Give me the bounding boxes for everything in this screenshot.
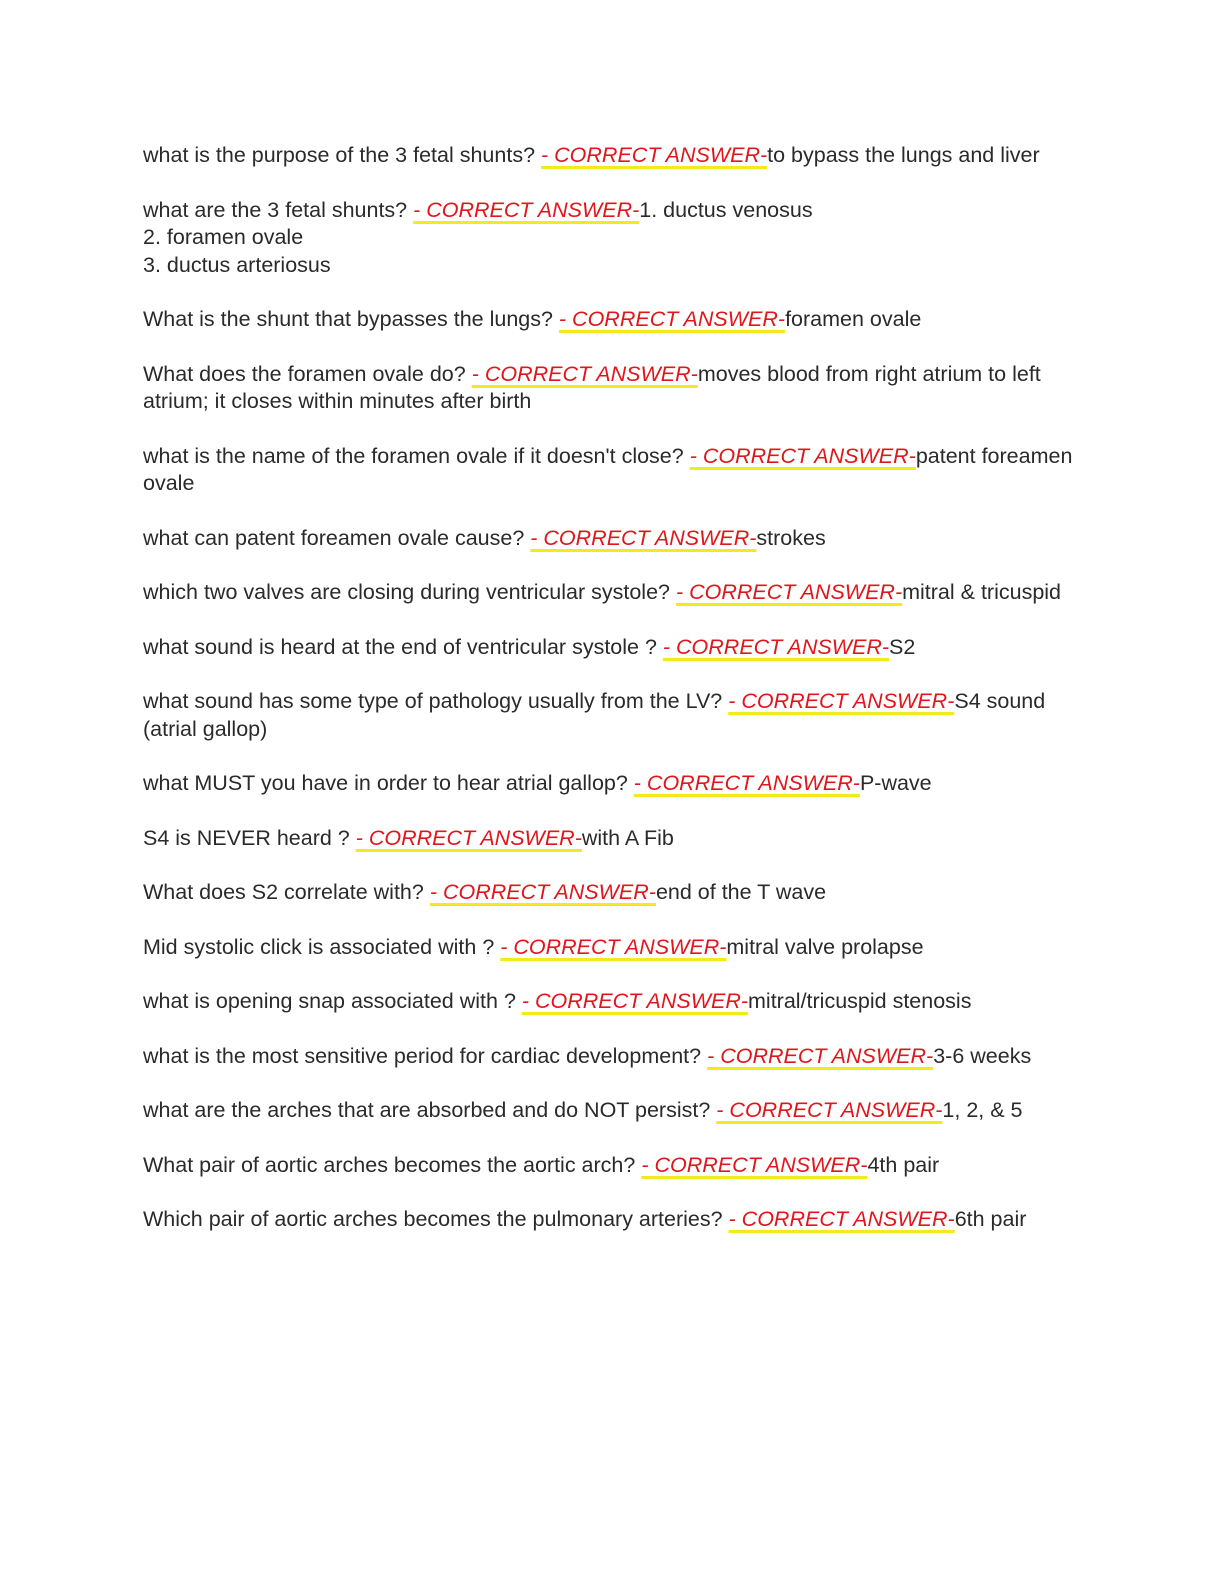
qa-item [143,142,1073,170]
correct-answer-marker: - CORRECT ANSWER- [728,689,955,713]
question-text: what is the name of the foramen ovale if it doesn't close? [143,443,690,468]
answer-text: patent foreamen ovale [143,443,1073,495]
answer-text: P-wave [859,771,932,795]
question-text: What does S2 correlate with? [143,880,430,904]
answer-text: mitral valve prolapse [726,934,924,959]
qa-list [143,142,1073,1261]
answer-text: mitral/tricuspid stenosis [748,989,972,1013]
question-text: S4 is NEVER heard ? [143,825,356,850]
qa-item [143,525,1073,553]
qa-item [143,1097,1073,1125]
question-text: what are the 3 fetal shunts? [143,197,414,222]
answer-text: S4 sound (atrial gallop) [143,689,1046,741]
answer-text: 3-6 weeks [933,1043,1032,1068]
qa-item [143,988,1073,1016]
correct-answer-marker: - CORRECT ANSWER- [355,825,582,850]
qa-item [143,443,1073,498]
correct-answer-marker: - CORRECT ANSWER- [530,525,757,550]
answer-text: 6th pair [954,1207,1027,1231]
question-text: what sound has some type of pathology usually from the LV? [143,689,729,713]
correct-answer-marker: - CORRECT ANSWER- [500,934,727,959]
qa-item [143,688,1073,743]
correct-answer-marker: - CORRECT ANSWER- [662,634,890,659]
question-text: Mid systolic click is associated with ? [143,934,501,959]
qa-item [143,579,1073,607]
question-text: what is the most sensitive period for cardiac development? [143,1043,708,1068]
answer-text: with A Fib [581,825,674,850]
question-text: What is the shunt that bypasses the lungs? [143,307,559,331]
question-text: What pair of aortic arches becomes the aortic arch? [143,1152,642,1177]
question-text: which two valves are closing during ventricular systole? [143,580,676,604]
answer-text: end of the T wave [655,880,827,904]
qa-item [143,825,1073,853]
correct-answer-marker: - CORRECT ANSWER- [471,361,698,386]
qa-item [143,634,1073,662]
correct-answer-marker: - CORRECT ANSWER- [521,989,749,1013]
question-text: what are the arches that are absorbed and do NOT persist? [143,1098,717,1122]
correct-answer-marker: - CORRECT ANSWER- [633,771,860,795]
answer-text: moves blood from right atrium to left atrium; it closes within minutes after birth [143,361,1041,413]
correct-answer-marker: - CORRECT ANSWER- [716,1098,943,1122]
question-text: what is opening snap associated with ? [143,989,522,1013]
qa-item [143,1043,1073,1071]
qa-item [143,197,1073,280]
answer-text: strokes [756,525,826,550]
question-text: what can patent foreamen ovale cause? [143,525,531,550]
correct-answer-marker: - CORRECT ANSWER- [541,143,768,167]
question-text: what MUST you have in order to hear atrial gallop? [143,771,634,795]
qa-item [143,770,1073,798]
correct-answer-marker: - CORRECT ANSWER- [641,1152,868,1177]
answer-text: to bypass the lungs and liver [767,143,1040,167]
answer-text: S2 [889,634,916,659]
answer-text: 1. ductus venosus 2. foramen ovale 3. ductus arteriosus [143,197,813,277]
qa-item [143,1206,1073,1234]
question-text: what is the purpose of the 3 fetal shunts? [143,143,542,167]
question-text: what sound is heard at the end of ventricular systole ? [143,634,663,659]
qa-item [143,879,1073,907]
correct-answer-marker: - CORRECT ANSWER- [429,880,656,904]
answer-text: 1, 2, & 5 [942,1098,1023,1122]
correct-answer-marker: - CORRECT ANSWER- [728,1207,955,1231]
question-text: Which pair of aortic arches becomes the pulmonary arteries? [143,1207,729,1231]
correct-answer-marker: - CORRECT ANSWER- [689,443,916,468]
correct-answer-marker: - CORRECT ANSWER- [558,307,786,331]
answer-text: foramen ovale [785,307,922,331]
qa-item [143,306,1073,334]
qa-item [143,934,1073,962]
answer-text: mitral & tricuspid [902,580,1062,604]
qa-item [143,361,1073,416]
correct-answer-marker: - CORRECT ANSWER- [413,197,640,222]
qa-item [143,1152,1073,1180]
correct-answer-marker: - CORRECT ANSWER- [707,1043,934,1068]
correct-answer-marker: - CORRECT ANSWER- [675,580,903,604]
answer-text: 4th pair [867,1152,940,1177]
question-text: What does the foramen ovale do? [143,361,472,386]
